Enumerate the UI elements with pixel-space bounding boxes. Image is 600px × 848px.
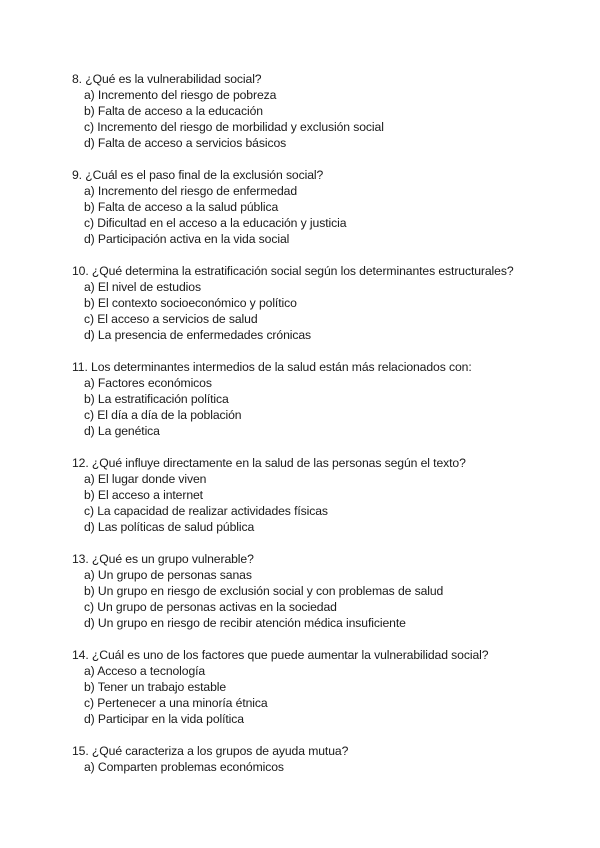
question-text: 8. ¿Qué es la vulnerabilidad social?: [72, 72, 262, 86]
option-a: a) Comparten problemas económicos: [84, 760, 284, 774]
option-d: d) Participar en la vida política: [84, 712, 244, 727]
option-d: d) Falta de acceso a servicios básicos: [84, 136, 287, 151]
option-b: b) El contexto socioeconómico y político: [84, 296, 297, 311]
option-c: c) Un grupo de personas activas en la sociedad: [84, 600, 337, 615]
option-c: c) El día a día de la población: [84, 408, 242, 423]
option-a: a) El lugar donde viven: [84, 472, 207, 486]
question-text: 10. ¿Qué determina la estratificación social según los determinantes estructurales?: [72, 264, 514, 278]
option-a: a) El nivel de estudios: [84, 280, 201, 294]
question-14: [72, 647, 572, 727]
option-c: c) Incremento del riesgo de morbilidad y exclusión social: [84, 120, 384, 135]
option-d: d) La genética: [84, 424, 160, 439]
option-d: d) La presencia de enfermedades crónicas: [84, 328, 312, 343]
option-a: a) Un grupo de personas sanas: [84, 568, 252, 582]
option-a: a) Factores económicos: [84, 376, 212, 390]
option-b: b) Tener un trabajo estable: [84, 680, 227, 695]
option-d: d) Un grupo en riesgo de recibir atención médica insuficiente: [84, 616, 406, 631]
option-a: a) Incremento del riesgo de enfermedad: [84, 184, 297, 198]
question-9: [72, 167, 572, 247]
option-c: c) La capacidad de realizar actividades físicas: [84, 504, 328, 519]
question-8: [72, 71, 572, 151]
option-c: c) El acceso a servicios de salud: [84, 312, 258, 327]
option-a: a) Incremento del riesgo de pobreza: [84, 88, 277, 102]
question-11: [72, 359, 572, 439]
question-text: 11. Los determinantes intermedios de la salud están más relacionados con:: [72, 360, 472, 374]
question-10: [72, 263, 572, 343]
option-b: b) Falta de acceso a la salud pública: [84, 200, 279, 215]
option-b: b) El acceso a internet: [84, 488, 203, 503]
option-b: b) Un grupo en riesgo de exclusión social y con problemas de salud: [84, 584, 444, 599]
question-text: 12. ¿Qué influye directamente en la salud de las personas según el texto?: [72, 456, 466, 470]
option-c: c) Pertenecer a una minoría étnica: [84, 696, 268, 711]
option-b: b) La estratificación política: [84, 392, 229, 407]
question-text: 13. ¿Qué es un grupo vulnerable?: [72, 552, 254, 566]
option-d: d) Participación activa en la vida social: [84, 232, 290, 247]
option-a: a) Acceso a tecnología: [84, 664, 206, 678]
question-13: [72, 551, 572, 631]
question-12: [72, 455, 572, 535]
option-c: c) Dificultad en el acceso a la educación y justicia: [84, 216, 347, 231]
question-text: 9. ¿Cuál es el paso final de la exclusión social?: [72, 168, 324, 182]
option-b: b) Falta de acceso a la educación: [84, 104, 263, 119]
question-15: [72, 743, 572, 775]
question-text: 14. ¿Cuál es uno de los factores que puede aumentar la vulnerabilidad social?: [72, 648, 489, 662]
question-text: 15. ¿Qué caracteriza a los grupos de ayuda mutua?: [72, 744, 349, 758]
option-d: d) Las políticas de salud pública: [84, 520, 255, 535]
